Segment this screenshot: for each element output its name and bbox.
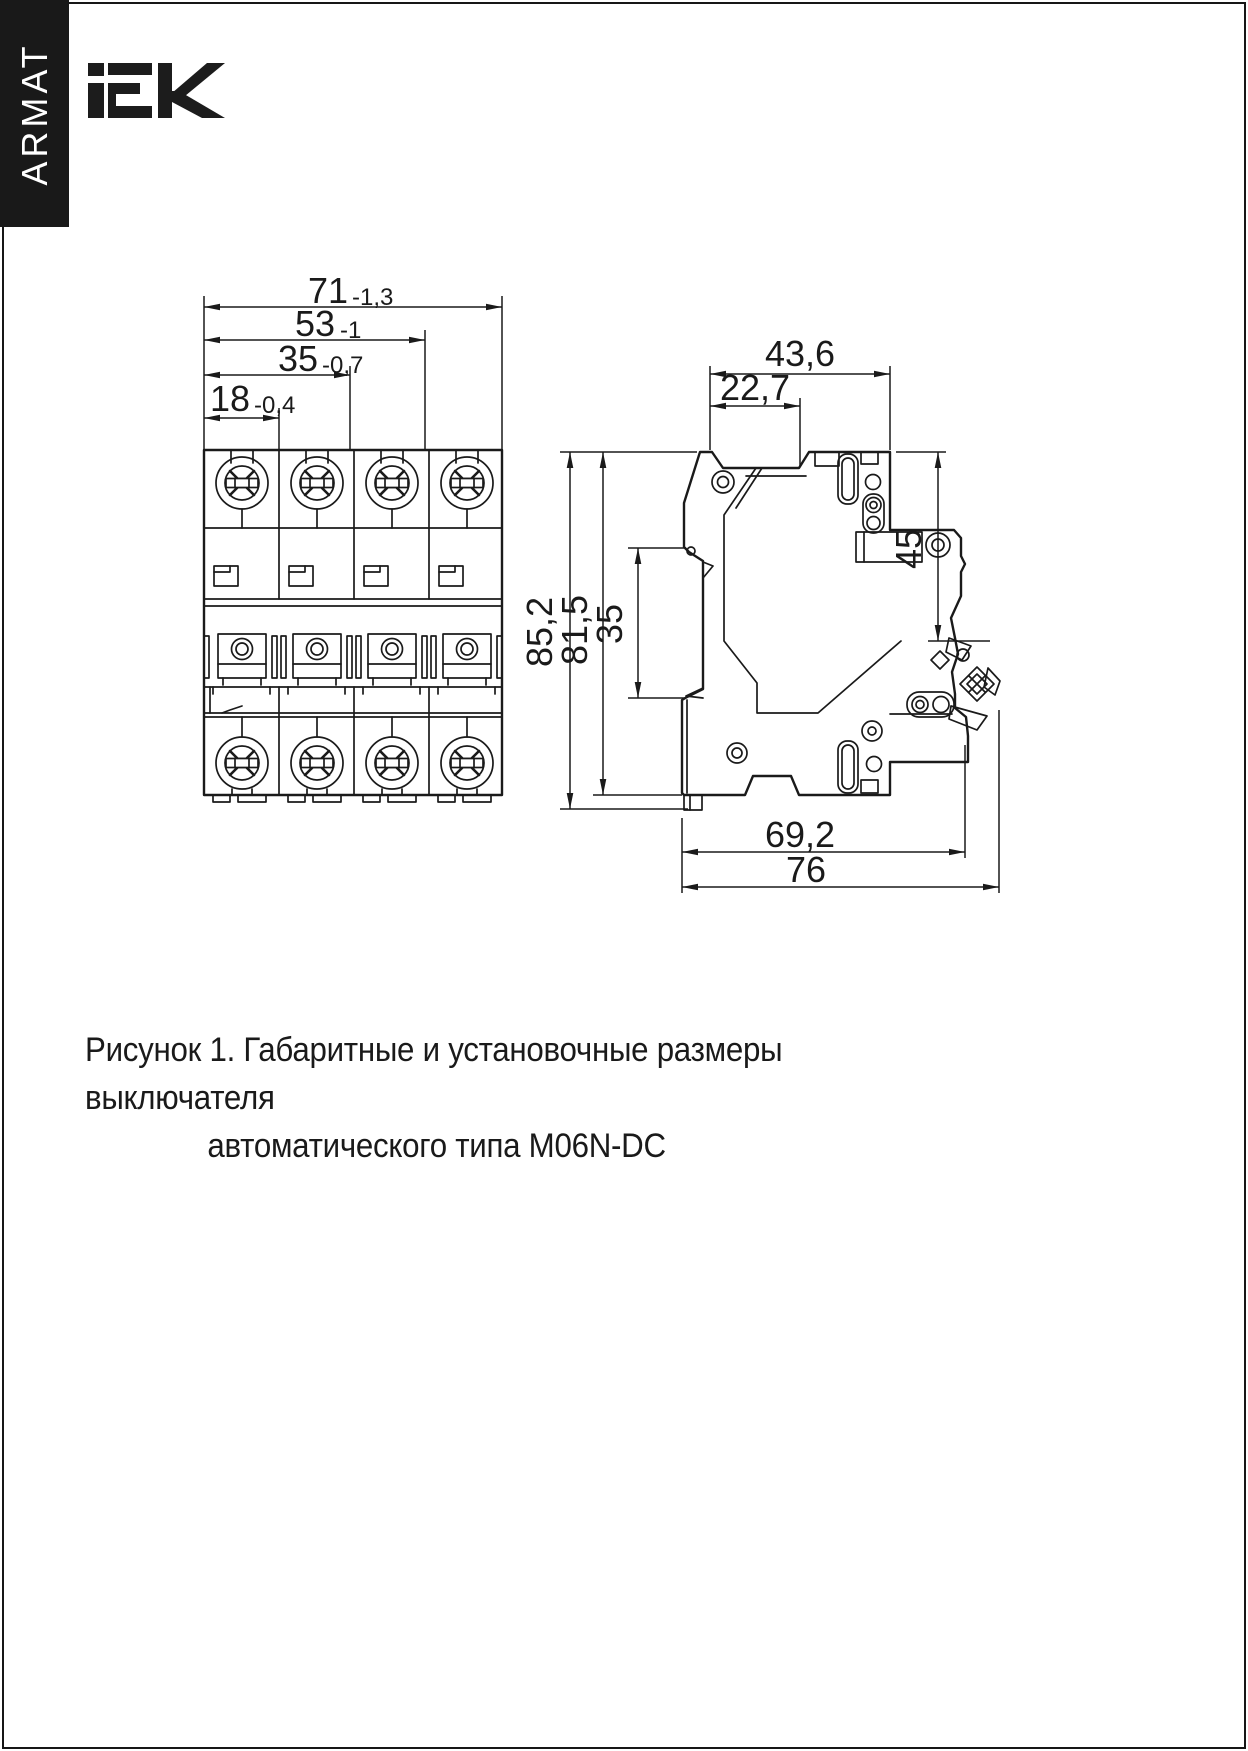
armat-label: ARMAT xyxy=(13,41,55,186)
figure-caption-line1: Рисунок 1. Габаритные и установочные размеры выключателя xyxy=(85,1031,783,1117)
dim-35-tol: -0,7 xyxy=(322,352,364,379)
dim-43-6: 43,6 xyxy=(764,333,836,374)
dim-81-5: 81,5 xyxy=(554,594,595,666)
dim-71: 71 xyxy=(308,270,349,311)
side-dimensions xyxy=(519,333,999,893)
dim-18-tol: -0,4 xyxy=(254,392,296,419)
side-view xyxy=(519,333,1000,893)
front-view xyxy=(204,270,502,802)
front-dimensions xyxy=(204,270,502,450)
pole xyxy=(363,450,418,802)
dim-53-tol: -1 xyxy=(340,317,362,344)
din-clip-tab xyxy=(684,795,702,810)
dim-35: 35 xyxy=(278,338,319,379)
dim-22-7: 22,7 xyxy=(719,367,791,408)
dim-85-2: 85,2 xyxy=(519,596,560,668)
figure-caption-line2: автоматического типа M06N-DC xyxy=(207,1127,666,1165)
pole xyxy=(213,450,268,802)
dim-53: 53 xyxy=(295,303,336,344)
pole xyxy=(438,450,493,802)
dim-18: 18 xyxy=(210,378,251,419)
pole xyxy=(288,450,343,802)
dim-45: 45 xyxy=(888,528,929,570)
test-port xyxy=(931,651,949,669)
dim-76: 76 xyxy=(785,849,827,890)
pole-divisions xyxy=(279,450,429,795)
dim-71-tol: -1,3 xyxy=(352,284,394,311)
figure-caption xyxy=(85,1026,913,1170)
dim-69-2: 69,2 xyxy=(764,814,836,855)
dim-35-din: 35 xyxy=(589,603,630,645)
